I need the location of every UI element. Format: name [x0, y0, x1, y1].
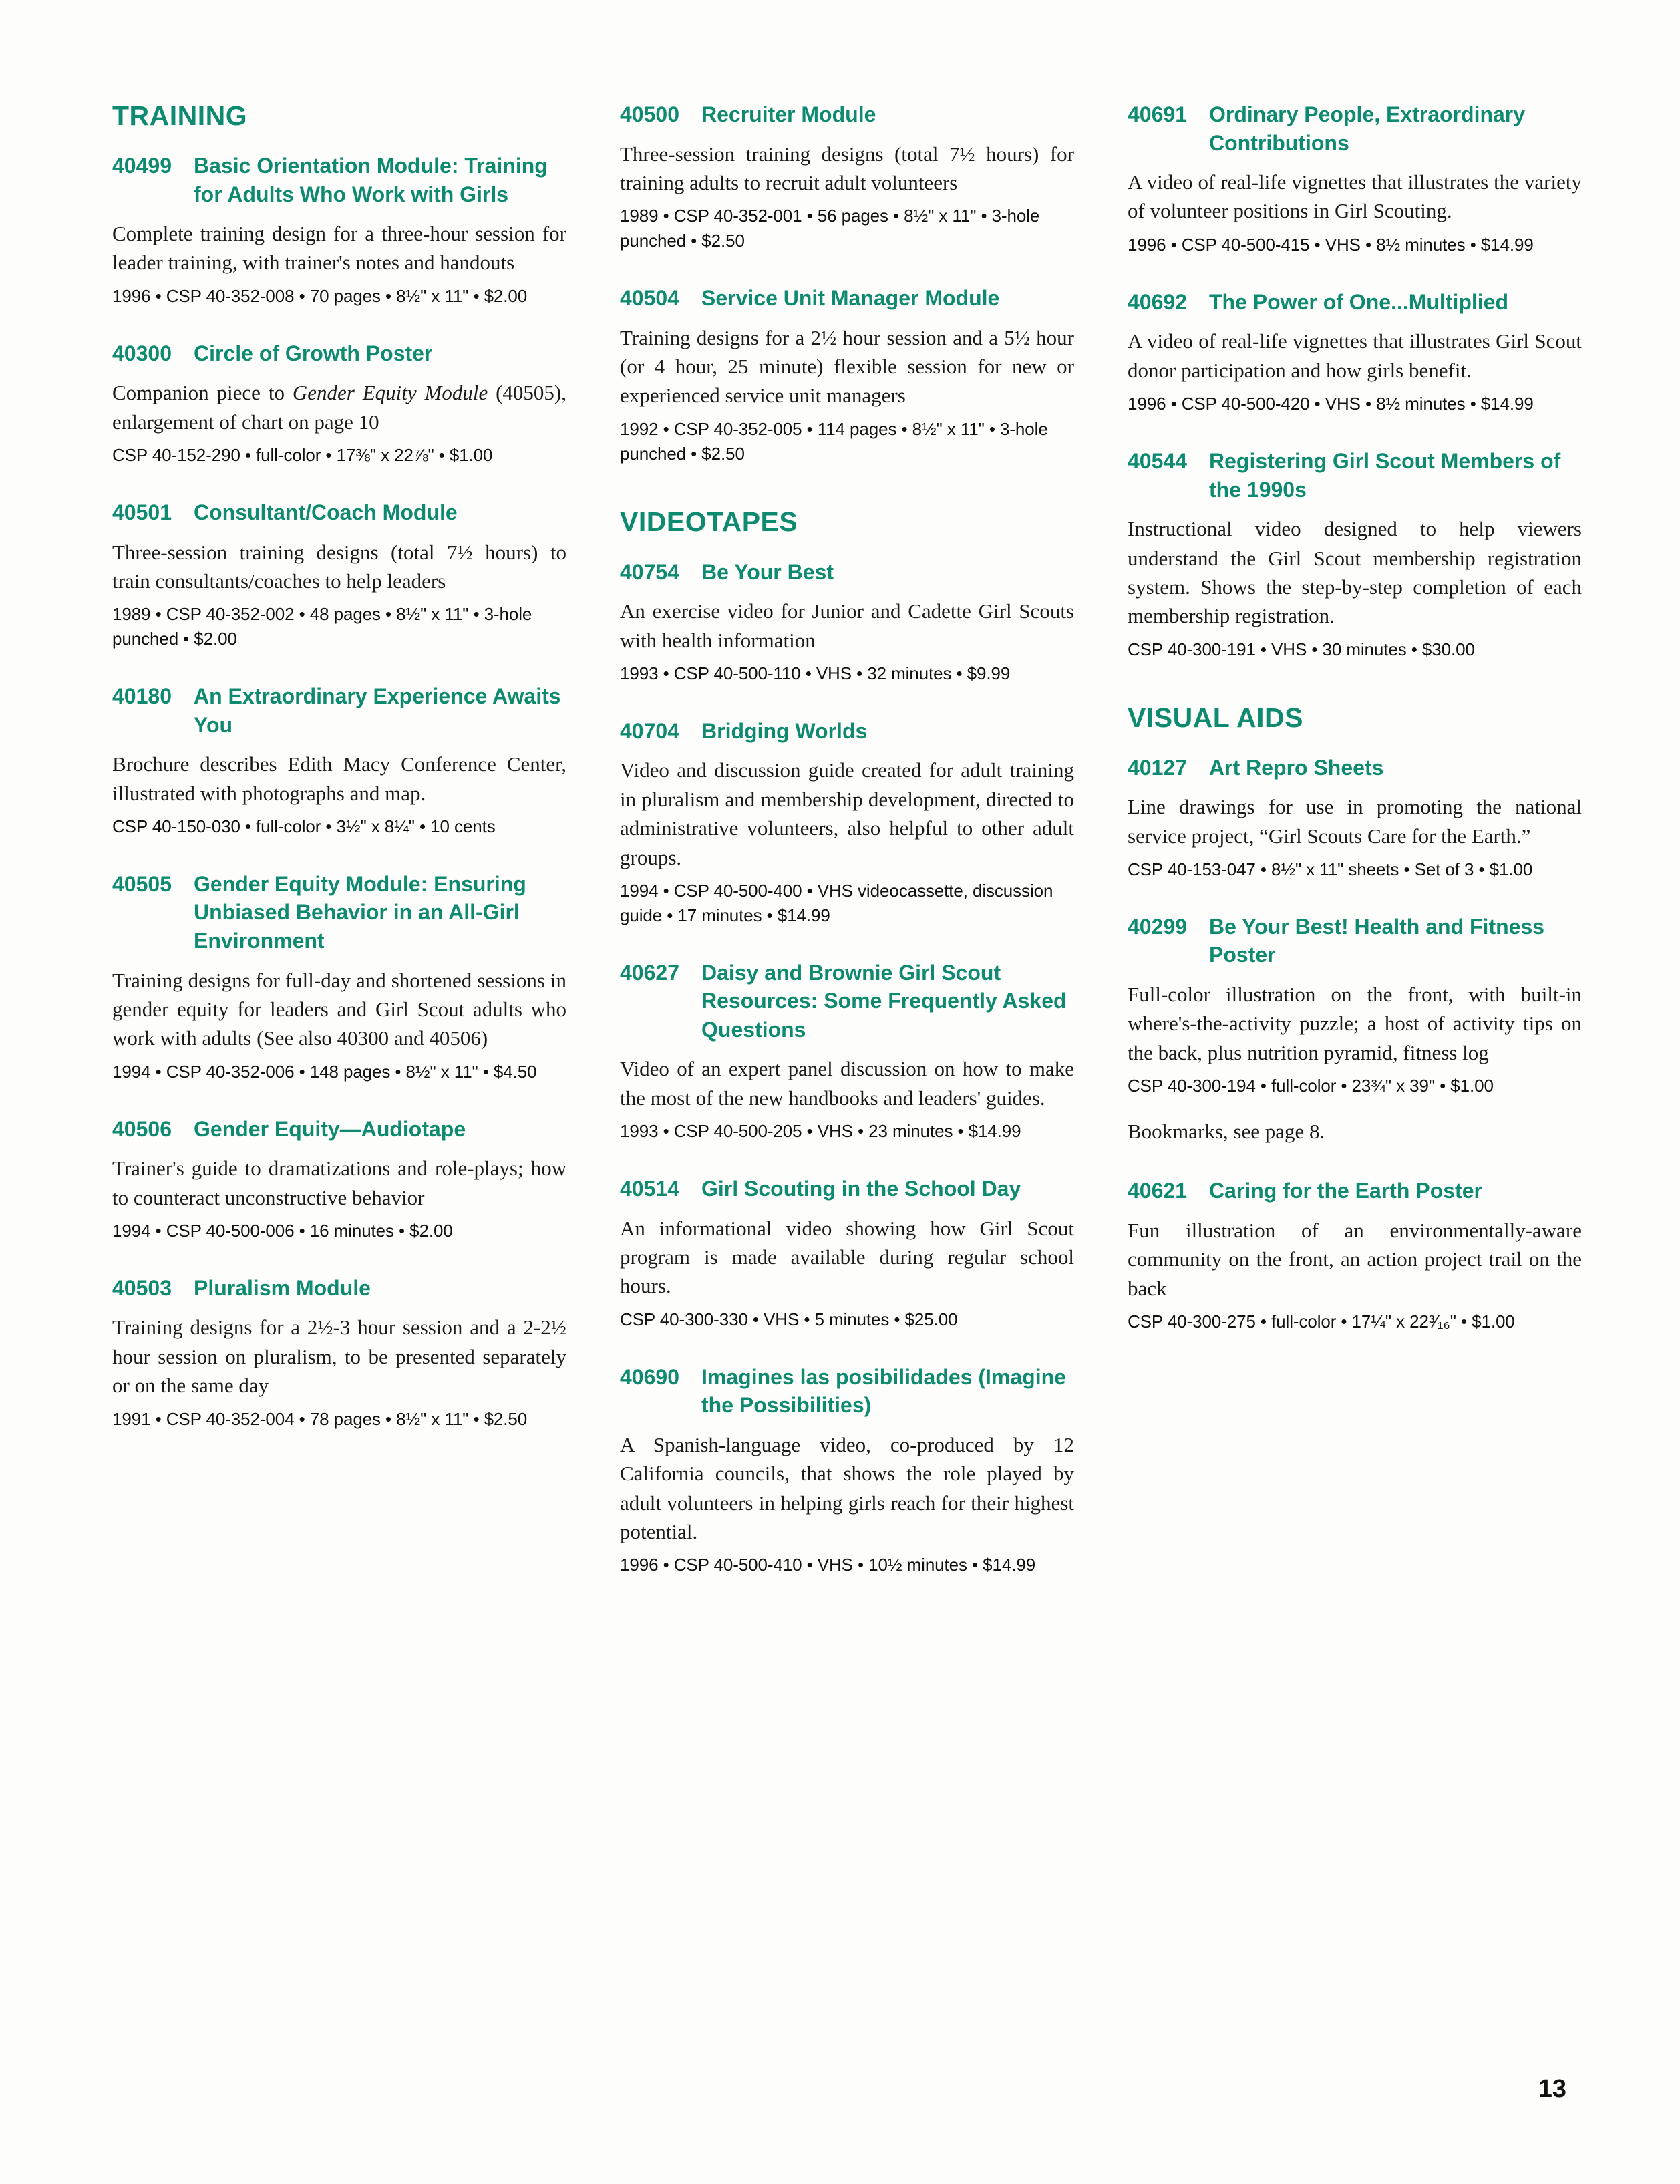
entry-heading	[620, 717, 1074, 746]
entry-description: An informational video showing how Girl Scout program is made available during regular school hours.	[620, 1216, 1074, 1298]
entry-description: A video of real-life vignettes that illustrates the variety of volunteer positions in Girl Scouting.	[1128, 170, 1582, 223]
entry-title: Registering Girl Scout Members of the 1990s	[1209, 449, 1561, 502]
entry-heading	[112, 870, 566, 955]
entry-heading	[112, 682, 566, 739]
entry-specs: 1996 • CSP 40-500-415 • VHS • 8½ minutes • $14.99	[1128, 234, 1534, 255]
catalog-entry	[1128, 100, 1582, 257]
entry-specs: 1996 • CSP 40-352-008 • 70 pages • 8½" x 11" • $2.00	[112, 285, 528, 306]
entry-item-number: 40627	[620, 960, 679, 985]
entry-heading	[1128, 288, 1582, 317]
catalog-entry	[620, 100, 1074, 253]
entry-heading	[1128, 754, 1582, 782]
entry-item-number: 40691	[1128, 102, 1187, 126]
entry-title: Gender Equity Module: Ensuring Unbiased Behavior in an All-Girl Environment	[194, 871, 526, 953]
entry-title: Ordinary People, Extraordinary Contributions	[1209, 102, 1526, 155]
entry-item-number: 40514	[620, 1177, 679, 1201]
entry-title: Girl Scouting in the School Day	[701, 1177, 1021, 1201]
entry-description: A Spanish-language video, co-produced by 12 California councils, that shows the role played by adult volunteers in helping girls reach for their highest potential.	[620, 1432, 1074, 1544]
entry-title: Be Your Best! Health and Fitness Poster	[1209, 914, 1545, 967]
entry-title: Service Unit Manager Module	[701, 286, 1000, 311]
entry-title: The Power of One...Multiplied	[1209, 289, 1509, 314]
entry-title: Pluralism Module	[194, 1275, 371, 1300]
entry-title: An Extraordinary Experience Awaits You	[194, 684, 561, 737]
entry-specs: 1989 • CSP 40-352-002 • 48 pages • 8½" x 11" • 3-hole punched • $2.00	[112, 604, 532, 649]
entry-description: Brochure describes Edith Macy Conference Center, illustrated with photographs and map.	[112, 752, 566, 805]
entry-title: Daisy and Brownie Girl Scout Resources: Some Frequently Asked Questions	[701, 960, 1067, 1042]
entry-specs: CSP 40-153-047 • 8½" x 11" sheets • Set of 3 • $1.00	[1128, 859, 1533, 879]
entry-title: Circle of Growth Poster	[194, 341, 433, 365]
catalog-entry	[112, 682, 566, 839]
entry-description: Three-session training designs (total 7½ hours) to train consultants/coaches to help leaders	[112, 540, 566, 593]
entry-item-number: 40692	[1128, 289, 1187, 314]
entry-item-number: 40754	[620, 559, 679, 584]
entry-item-number: 40506	[112, 1116, 172, 1141]
catalog-entry	[1128, 1177, 1582, 1334]
entry-title: Be Your Best	[701, 559, 834, 584]
entry-specs: 1996 • CSP 40-500-420 • VHS • 8½ minutes • $14.99	[1128, 394, 1534, 414]
entry-heading	[112, 498, 566, 527]
entry-specs: 1996 • CSP 40-500-410 • VHS • 10½ minutes • $14.99	[620, 1555, 1036, 1575]
entry-item-number: 40499	[112, 154, 172, 178]
entry-item-number: 40500	[620, 102, 679, 126]
entry-description: Training designs for full-day and shortened sessions in gender equity for leaders and Girl Scout adults who work with adults (See also 40300 and 40506)	[112, 968, 566, 1050]
entry-description: Training designs for a 2½ hour session and a 5½ hour (or 4 hour, 25 minute) flexible session for new or experienced service unit managers	[620, 325, 1074, 408]
entry-item-number: 40544	[1128, 449, 1187, 474]
catalog-entry	[112, 1274, 566, 1432]
entry-description: A video of real-life vignettes that illustrates Girl Scout donor participation and how girls benefit.	[1128, 329, 1582, 382]
entry-description: Instructional video designed to help viewers understand the Girl Scout membership registration system. Shows the step-by-step completion of each membership registration.	[1128, 517, 1582, 628]
entry-description: Full-color illustration on the front, with built-in where's-the-activity puzzle; a host of activity tips on the back, plus nutrition pyramid, fitness log	[1128, 982, 1582, 1064]
entry-specs: 1993 • CSP 40-500-110 • VHS • 32 minutes • $9.99	[620, 663, 1011, 683]
entry-title: Consultant/Coach Module	[194, 500, 458, 525]
entry-description: Complete training design for a three-hour session for leader training, with trainer's notes and handouts	[112, 222, 566, 275]
page-number: 13	[1538, 2075, 1566, 2103]
entry-description: Video and discussion guide created for adult training in pluralism and membership development, directed to administrative volunteers, also helpful to other adult groups.	[620, 758, 1074, 869]
section-heading: VISUAL AIDS	[1128, 701, 1303, 733]
entry-specs: 1994 • CSP 40-500-400 • VHS videocassette, discussion guide • 17 minutes • $14.99	[620, 881, 1053, 925]
entry-heading	[620, 1175, 1074, 1203]
entry-title: Art Repro Sheets	[1209, 755, 1384, 780]
entry-title: Recruiter Module	[701, 102, 876, 126]
column-1	[112, 100, 566, 1608]
entry-item-number: 40704	[620, 718, 679, 743]
entry-heading	[620, 1363, 1074, 1420]
section-heading: TRAINING	[112, 100, 248, 131]
entry-specs: CSP 40-300-330 • VHS • 5 minutes • $25.00	[620, 1309, 958, 1330]
entry-specs: 1992 • CSP 40-352-005 • 114 pages • 8½" x 11" • 3-hole punched • $2.50	[620, 418, 1048, 464]
section-heading: VIDEOTAPES	[620, 506, 798, 537]
entry-title: Gender Equity—Audiotape	[194, 1116, 466, 1141]
catalog-entry	[620, 959, 1074, 1144]
entry-item-number: 40505	[112, 871, 172, 896]
entry-description: Trainer's guide to dramatizations and role-plays; how to counteract unconstructive behavior	[112, 1156, 566, 1209]
entry-description: Companion piece to Gender Equity Module (40505), enlargement of chart on page 10	[112, 381, 567, 434]
entry-description: An exercise video for Junior and Cadette Girl Scouts with health information	[620, 599, 1074, 652]
catalog-entry	[112, 498, 566, 651]
entry-title: Caring for the Earth Poster	[1209, 1179, 1482, 1203]
entry-heading	[112, 1115, 566, 1144]
entry-item-number: 40503	[112, 1275, 172, 1300]
entry-heading	[112, 339, 566, 368]
entry-specs: 1994 • CSP 40-500-006 • 16 minutes • $2.00	[112, 1220, 453, 1241]
entry-description: Line drawings for use in promoting the national service project, “Girl Scouts Care for the Earth.”	[1128, 795, 1582, 848]
catalog-entry	[1128, 754, 1582, 882]
catalog-entry	[112, 339, 566, 468]
entry-heading	[1128, 1177, 1582, 1205]
entry-heading	[1128, 447, 1582, 504]
entry-specs: CSP 40-150-030 • full-color • 3½" x 8¼" • 10 cents	[112, 816, 496, 837]
entry-specs: CSP 40-300-191 • VHS • 30 minutes • $30.00	[1128, 639, 1475, 659]
catalog-entry	[112, 152, 566, 309]
entry-item-number: 40621	[1128, 1179, 1187, 1203]
entry-item-number: 40300	[112, 341, 172, 365]
entry-specs: 1994 • CSP 40-352-006 • 148 pages • 8½" x 11" • $4.50	[112, 1061, 537, 1082]
catalog-entry	[112, 870, 566, 1084]
entry-specs: CSP 40-300-194 • full-color • 23¾" x 39" • $1.00	[1128, 1076, 1494, 1096]
catalog-entry	[620, 558, 1074, 686]
catalog-entry	[620, 284, 1074, 466]
catalog-entry	[620, 717, 1074, 928]
entry-heading	[112, 152, 566, 208]
entry-heading	[620, 558, 1074, 587]
catalog-entry	[620, 1175, 1074, 1332]
entry-description: Training designs for a 2½-3 hour session and a 2-2½ hour session on pluralism, to be presented separately or on the same day	[112, 1315, 566, 1398]
entry-heading	[620, 100, 1074, 129]
column-3	[1128, 100, 1582, 1608]
entry-heading	[1128, 100, 1582, 157]
entry-description: Fun illustration of an environmentally-aware community on the front, an action project trail on the back	[1128, 1218, 1582, 1300]
page-columns	[112, 100, 1582, 1608]
catalog-entry	[112, 1115, 566, 1243]
entry-specs: 1991 • CSP 40-352-004 • 78 pages • 8½" x 11" • $2.50	[112, 1408, 528, 1429]
entry-item-number: 40127	[1128, 755, 1187, 780]
entry-item-number: 40690	[620, 1364, 679, 1389]
entry-title: Bridging Worlds	[701, 718, 868, 743]
entry-item-number: 40501	[112, 500, 172, 525]
catalog-entry	[1128, 447, 1582, 662]
catalog-entry	[1128, 288, 1582, 416]
entry-specs: CSP 40-300-275 • full-color • 17¼" x 22³⁄₁₆" • $1.00	[1128, 1311, 1515, 1332]
entry-heading	[1128, 913, 1582, 969]
entry-item-number: 40299	[1128, 914, 1187, 939]
column-2	[620, 100, 1074, 1608]
entry-title: Imagines las posibilidades (Imagine the Possibilities)	[701, 1364, 1066, 1418]
entry-specs: CSP 40-152-290 • full-color • 17⅜" x 22⅞" • $1.00	[112, 445, 493, 466]
entry-item-number: 40504	[620, 286, 679, 311]
entry-title: Basic Orientation Module: Training for Adults Who Work with Girls	[194, 154, 548, 206]
catalog-entry	[1128, 913, 1582, 1146]
entry-specs: 1989 • CSP 40-352-001 • 56 pages • 8½" x 11" • 3-hole punched • $2.50	[620, 206, 1040, 251]
entry-note: Bookmarks, see page 8.	[1128, 1119, 1325, 1143]
entry-description: Three-session training designs (total 7½ hours) for training adults to recruit adult volunteers	[620, 142, 1074, 194]
catalog-entry	[620, 1363, 1074, 1578]
entry-heading	[620, 284, 1074, 313]
entry-heading	[620, 959, 1074, 1044]
entry-item-number: 40180	[112, 684, 172, 709]
entry-heading	[112, 1274, 566, 1303]
entry-description: Video of an expert panel discussion on how to make the most of the new handbooks and leaders' guides.	[620, 1057, 1074, 1110]
entry-specs: 1993 • CSP 40-500-205 • VHS • 23 minutes • $14.99	[620, 1121, 1021, 1142]
